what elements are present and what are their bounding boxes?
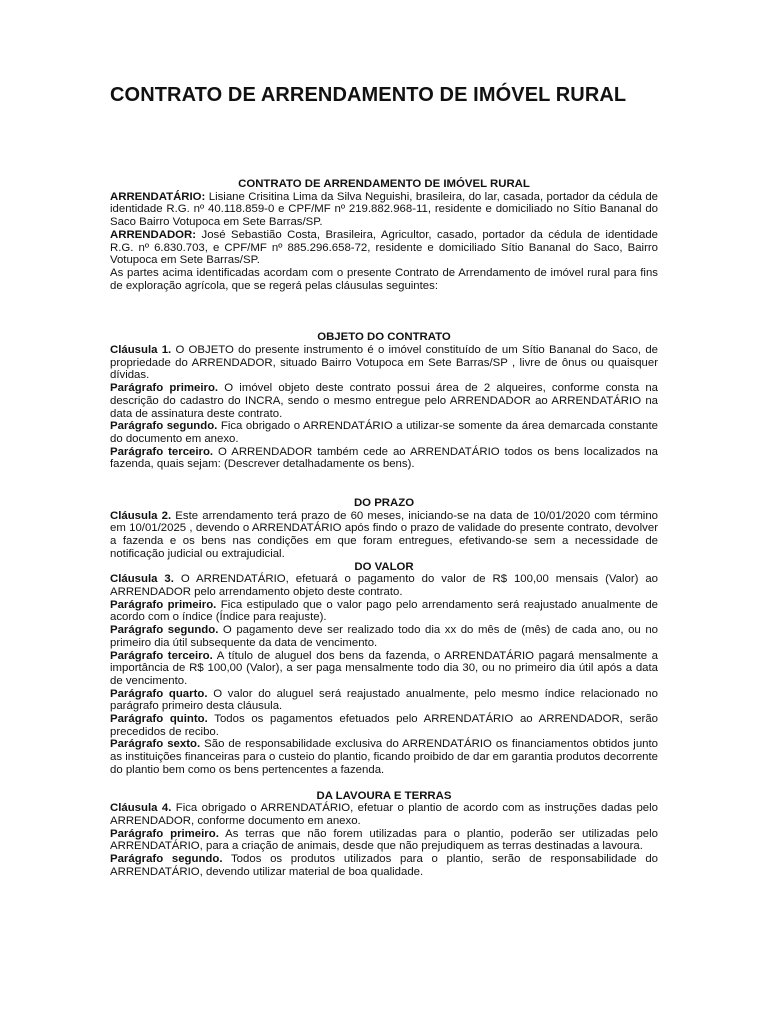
valor-paragrafo-5 [110,713,658,738]
arrendatario-label: ARRENDATÁRIO: [110,190,206,203]
arrendatario-paragraph [110,191,658,229]
clausula-2-label: Cláusula 2. [110,509,172,522]
contract-heading: CONTRATO DE ARRENDAMENTO DE IMÓVEL RURAL [238,178,530,190]
section-heading-prazo: DO PRAZO [353,497,415,510]
valor-paragrafo-6-label: Parágrafo sexto. [110,738,201,751]
clausula-2 [110,510,658,561]
section-heading-objeto: OBJETO DO CONTRATO [317,331,451,344]
clausula-3-text: O ARRENDATÁRIO, efetuará o pagamento do valor de R$ 100,00 mensais (Valor) ao ARRENDADOR pelo arrendamento objeto deste contrato. [110,573,658,598]
valor-paragrafo-1-label: Parágrafo primeiro. [110,598,217,611]
valor-paragrafo-2 [110,624,658,649]
valor-paragrafo-3-text: A título de aluguel dos bens da fazenda, o ARRENDATÁRIO pagará mensalmente a importância de R$ 100,00 (Valor), a ser paga mensalmente todo dia 30, ou no primeiro dia útil após a data de vencimento. [110,649,658,687]
clausula-4-label: Cláusula 4. [110,802,172,815]
document-title: CONTRATO DE ARRENDAMENTO DE IMÓVEL RURAL [110,84,627,106]
objeto-paragrafo-2-text: Fica obrigado o ARRENDATÁRIO a utilizar-se somente da área demarcada constante do documento em anexo. [110,420,659,445]
valor-paragrafo-4 [110,688,658,713]
partes-paragraph: As partes acima identificadas acordam com o presente Contrato de Arrendamento de imóvel rural para fins de exploração agrícola, que se regerá pelas cláusulas seguintes: [110,266,658,292]
valor-paragrafo-5-label: Parágrafo quinto. [110,713,208,726]
arrendador-label: ARRENDADOR: [110,228,197,241]
valor-paragrafo-2-label: Parágrafo segundo. [110,624,219,637]
objeto-paragrafo-2 [110,420,658,445]
clausula-4 [110,802,658,827]
objeto-paragrafo-3-label: Parágrafo terceiro. [110,445,214,458]
lavoura-paragrafo-2-label: Parágrafo segundo. [110,853,223,866]
clausula-3 [110,573,658,598]
clausula-1-text: O OBJETO do presente instrumento é o imóvel constituído de um Sítio Bananal do Saco, de propriedade do ARRENDADOR, situado Bairro Votupoca em Sete Barras/SP , livre de ônus ou quaisquer dívidas. [110,344,658,382]
contract-body [110,178,658,878]
lavoura-paragrafo-2 [110,853,658,878]
objeto-paragrafo-3-text: O ARRENDADOR também cede ao ARRENDATÁRIO todos os bens localizados na fazenda, quais sejam: (Descrever detalhadamente os bens). [110,445,658,471]
clausula-2-text: Este arrendamento terá prazo de 60 meses, iniciando-se na data de 10/01/2020 com término em 10/01/2025 , devendo o ARRENDATÁRIO após findo o prazo de validade do presente contrato, devolver a fazenda e os bens nas condições em que foram entregues, efetivando-se sem a necessidade de notificação judicial ou extrajudicial. [110,509,659,560]
clausula-3-label: Cláusula 3. [110,573,174,586]
section-heading-lavoura: DA LAVOURA E TERRAS [316,789,452,802]
lavoura-paragrafo-1-text: As terras que não forem utilizadas para o plantio, poderão ser utilizadas pelo ARRENDATÁRIO, para a criação de animais, desde que não prejudiquem as terras destinadas a lavoura. [110,827,658,853]
lavoura-paragrafo-1-label: Parágrafo primeiro. [110,827,219,840]
lavoura-paragrafo-2-text: Todos os produtos utilizados para o plantio, serão de responsabilidade do ARRENDATÁRIO, devendo utilizar material de boa qualidade. [110,853,658,878]
clausula-4-text: Fica obrigado o ARRENDATÁRIO, efetuar o plantio de acordo com as instruções dadas pelo ARRENDADOR, conforme documento em anexo. [110,802,658,827]
clausula-1 [110,344,658,382]
valor-paragrafo-4-text: O valor do aluguel será reajustado anualmente, pelo mesmo índice relacionado no parágrafo primeiro desta cláusula. [110,687,658,713]
objeto-paragrafo-2-label: Parágrafo segundo. [110,420,218,433]
objeto-paragrafo-1-text: O imóvel objeto deste contrato possui área de 2 alqueires, conforme consta na descrição do cadastro do INCRA, sendo o mesmo entregue pelo ARRENDADOR ao ARRENDATÁRIO na data de assinatura deste contrato. [110,382,658,420]
valor-paragrafo-1-text: Fica estipulado que o valor pago pelo arrendamento será reajustado anualmente de acordo com o índice (Índice para reajuste). [110,598,658,624]
arrendador-text: José Sebastião Costa, Brasileira, Agricultor, casado, portador da cédula de identidade R.G. nº 6.830.703, e CPF/MF nº 885.296.658-72, residente e domiciliado Sítio Bananal do Saco, Bairro Votupoca em Sete Barras/SP. [110,228,658,267]
valor-paragrafo-3-label: Parágrafo terceiro. [110,649,213,662]
arrendatario-text: Lisiane Crisitina Lima da Silva Neguishi, brasileira, do lar, casada, portador da cédula de identidade R.G. nº 40.118.859-0 e CPF/MF nº 219.882.968-11, residente e domiciliado no Sítio Bananal do Saco Bairro Votupoca em Sete Barras/SP. [110,190,658,229]
arrendador-paragraph [110,229,658,267]
valor-paragrafo-6 [110,738,658,776]
valor-paragrafo-4-label: Parágrafo quarto. [110,687,208,700]
valor-paragrafo-1 [110,599,658,624]
section-heading-valor: DO VALOR [354,560,414,573]
lavoura-paragrafo-1 [110,828,658,853]
objeto-paragrafo-1 [110,382,658,420]
valor-paragrafo-5-text: Todos os pagamentos efetuados pelo ARRENDATÁRIO ao ARRENDADOR, serão precedidos de recibo. [110,713,658,738]
valor-paragrafo-3 [110,650,658,688]
objeto-paragrafo-3 [110,446,658,471]
valor-paragrafo-6-text: São de responsabilidade exclusiva do ARRENDATÁRIO os financiamentos obtidos junto as instituições financeiras para o custeio do plantio, ficando proibido de dar em garantia produtos decorrente do plantio bem como os bens pertencentes a fazenda. [110,738,658,776]
valor-paragrafo-2-text: O pagamento deve ser realizado todo dia xx do mês de (mês) de cada ano, ou no primeiro dia útil subsequente da data de vencimento. [110,624,658,649]
objeto-paragrafo-1-label: Parágrafo primeiro. [110,382,219,395]
clausula-1-label: Cláusula 1. [110,344,172,357]
